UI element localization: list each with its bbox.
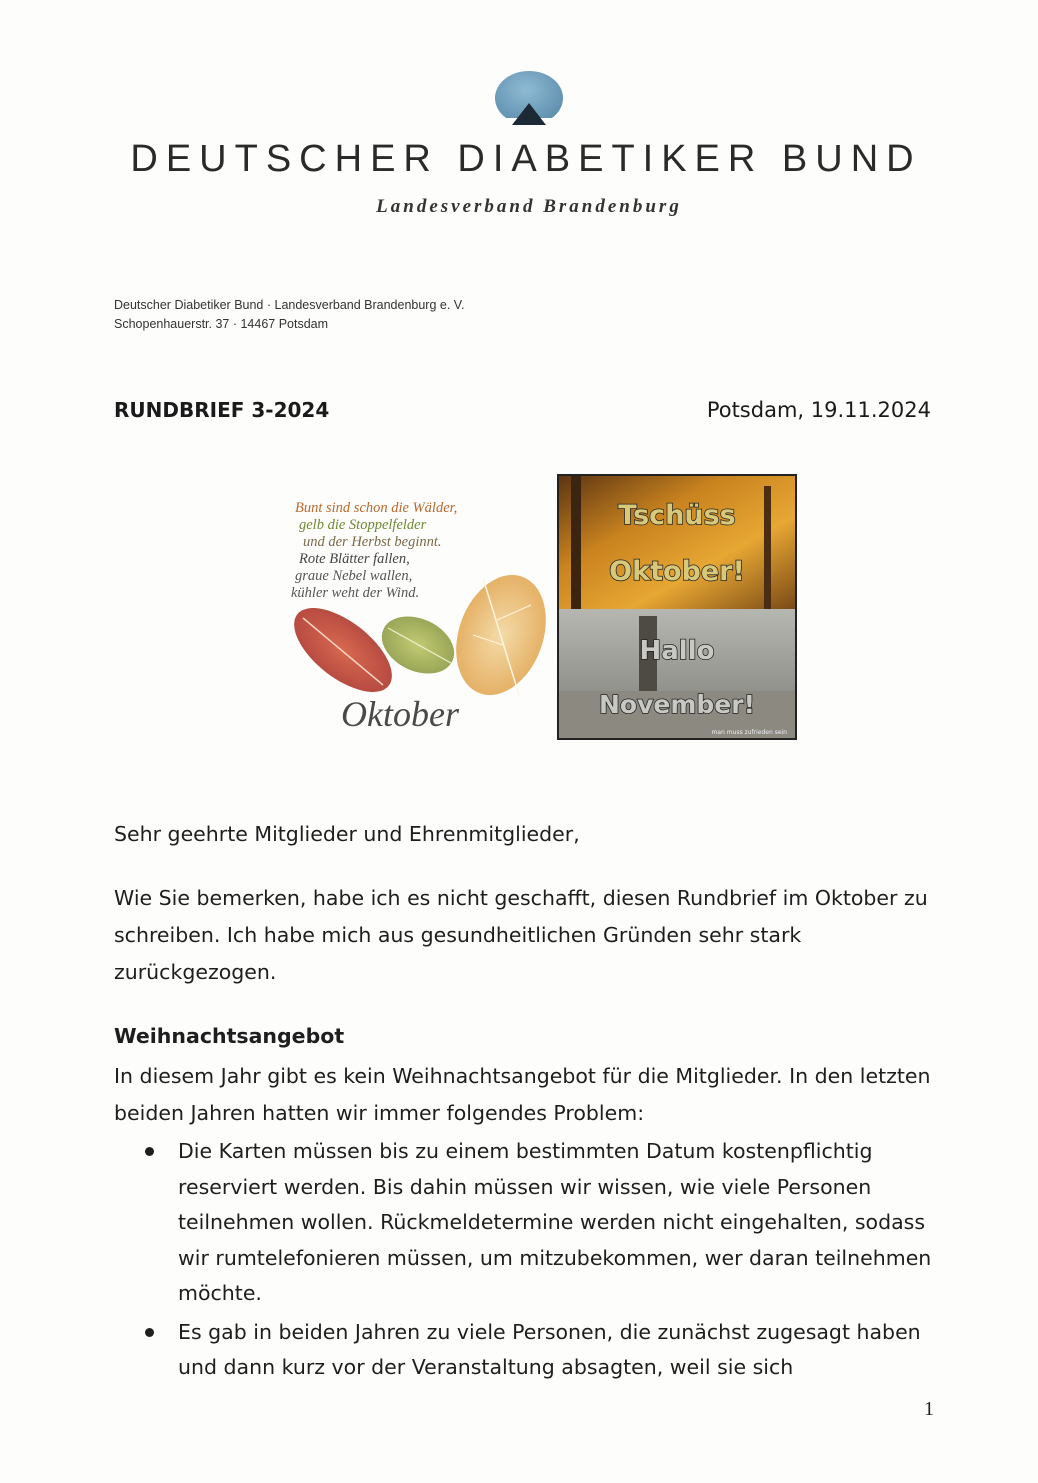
bullet-icon (145, 1328, 154, 1337)
autumn-poem-image (283, 480, 551, 738)
place-and-date: Potsdam, 19.11.2024 (706, 398, 931, 422)
greeting-top-line-2: Oktober! (609, 556, 745, 587)
section-heading: Weihnachtsangebot (114, 1024, 345, 1048)
organization-subtitle: Landesverband Brandenburg (376, 196, 682, 217)
page-number: 1 (924, 1398, 934, 1420)
salutation: Sehr geehrte Mitglieder und Ehrenmitglieder, (114, 822, 580, 846)
intro-paragraph: Wie Sie bemerken, habe ich es nicht geschafft, diesen Rundbrief im Oktober zu schreiben. Ich habe mich aus gesundheitlichen Gründen sehr stark zurückgezogen. (114, 886, 928, 984)
section-intro-paragraph: In diesem Jahr gibt es kein Weihnachtsangebot für die Mitglieder. In den letzten beiden Jahren hatten wir immer folgendes Problem: (114, 1064, 931, 1125)
greeting-top-line-1: Tschüss (618, 500, 736, 531)
poem-line-6: kühler weht der Wind. (291, 585, 420, 601)
organization-logo (494, 70, 564, 128)
letter-title: RUNDBRIEF 3-2024 (114, 398, 330, 422)
list-item-text: Es gab in beiden Jahren zu viele Personen, die zunächst zugesagt haben und dann kurz vor der Veranstaltung absagten, weil sie sich (178, 1319, 921, 1379)
organization-name: DEUTSCHER DIABETIKER BUND (130, 138, 922, 180)
sender-address-line-1: Deutscher Diabetiker Bund · Landesverband Brandenburg e. V. (114, 298, 465, 312)
list-item-text: Die Karten müssen bis zu einem bestimmten Datum kostenpflichtig reserviert werden. Bis dahin müssen wir wissen, wie viele Personen teilnehmen wollen. Rückmeldetermine werden nicht eingehalten, sodass wir rumtelefonieren müssen, um mitzubekommen, wer daran teilnehmen möchte. (178, 1139, 932, 1305)
sender-address-line-2: Schopenhauerstr. 37 · 14467 Potsdam (114, 317, 329, 331)
list-item (114, 1134, 934, 1312)
greeting-bottom-line-1: Hallo (639, 636, 715, 666)
poem-line-3: und der Herbst beginnt. (303, 534, 442, 550)
poem-line-1: Bunt sind schon die Wälder, (295, 500, 458, 516)
greeting-card-image (557, 474, 797, 740)
poem-line-2: gelb die Stoppelfelder (299, 517, 427, 533)
poem-line-5: graue Nebel wallen, (295, 568, 413, 584)
list-item (114, 1315, 934, 1386)
bullet-icon (145, 1147, 154, 1156)
bullet-list (114, 1134, 934, 1386)
greeting-card-credit: man muss zufrieden sein (711, 729, 787, 736)
poem-line-4: Rote Blätter fallen, (299, 551, 410, 567)
autumn-card-caption: Oktober (341, 694, 459, 734)
greeting-bottom-line-2: November! (599, 690, 755, 719)
